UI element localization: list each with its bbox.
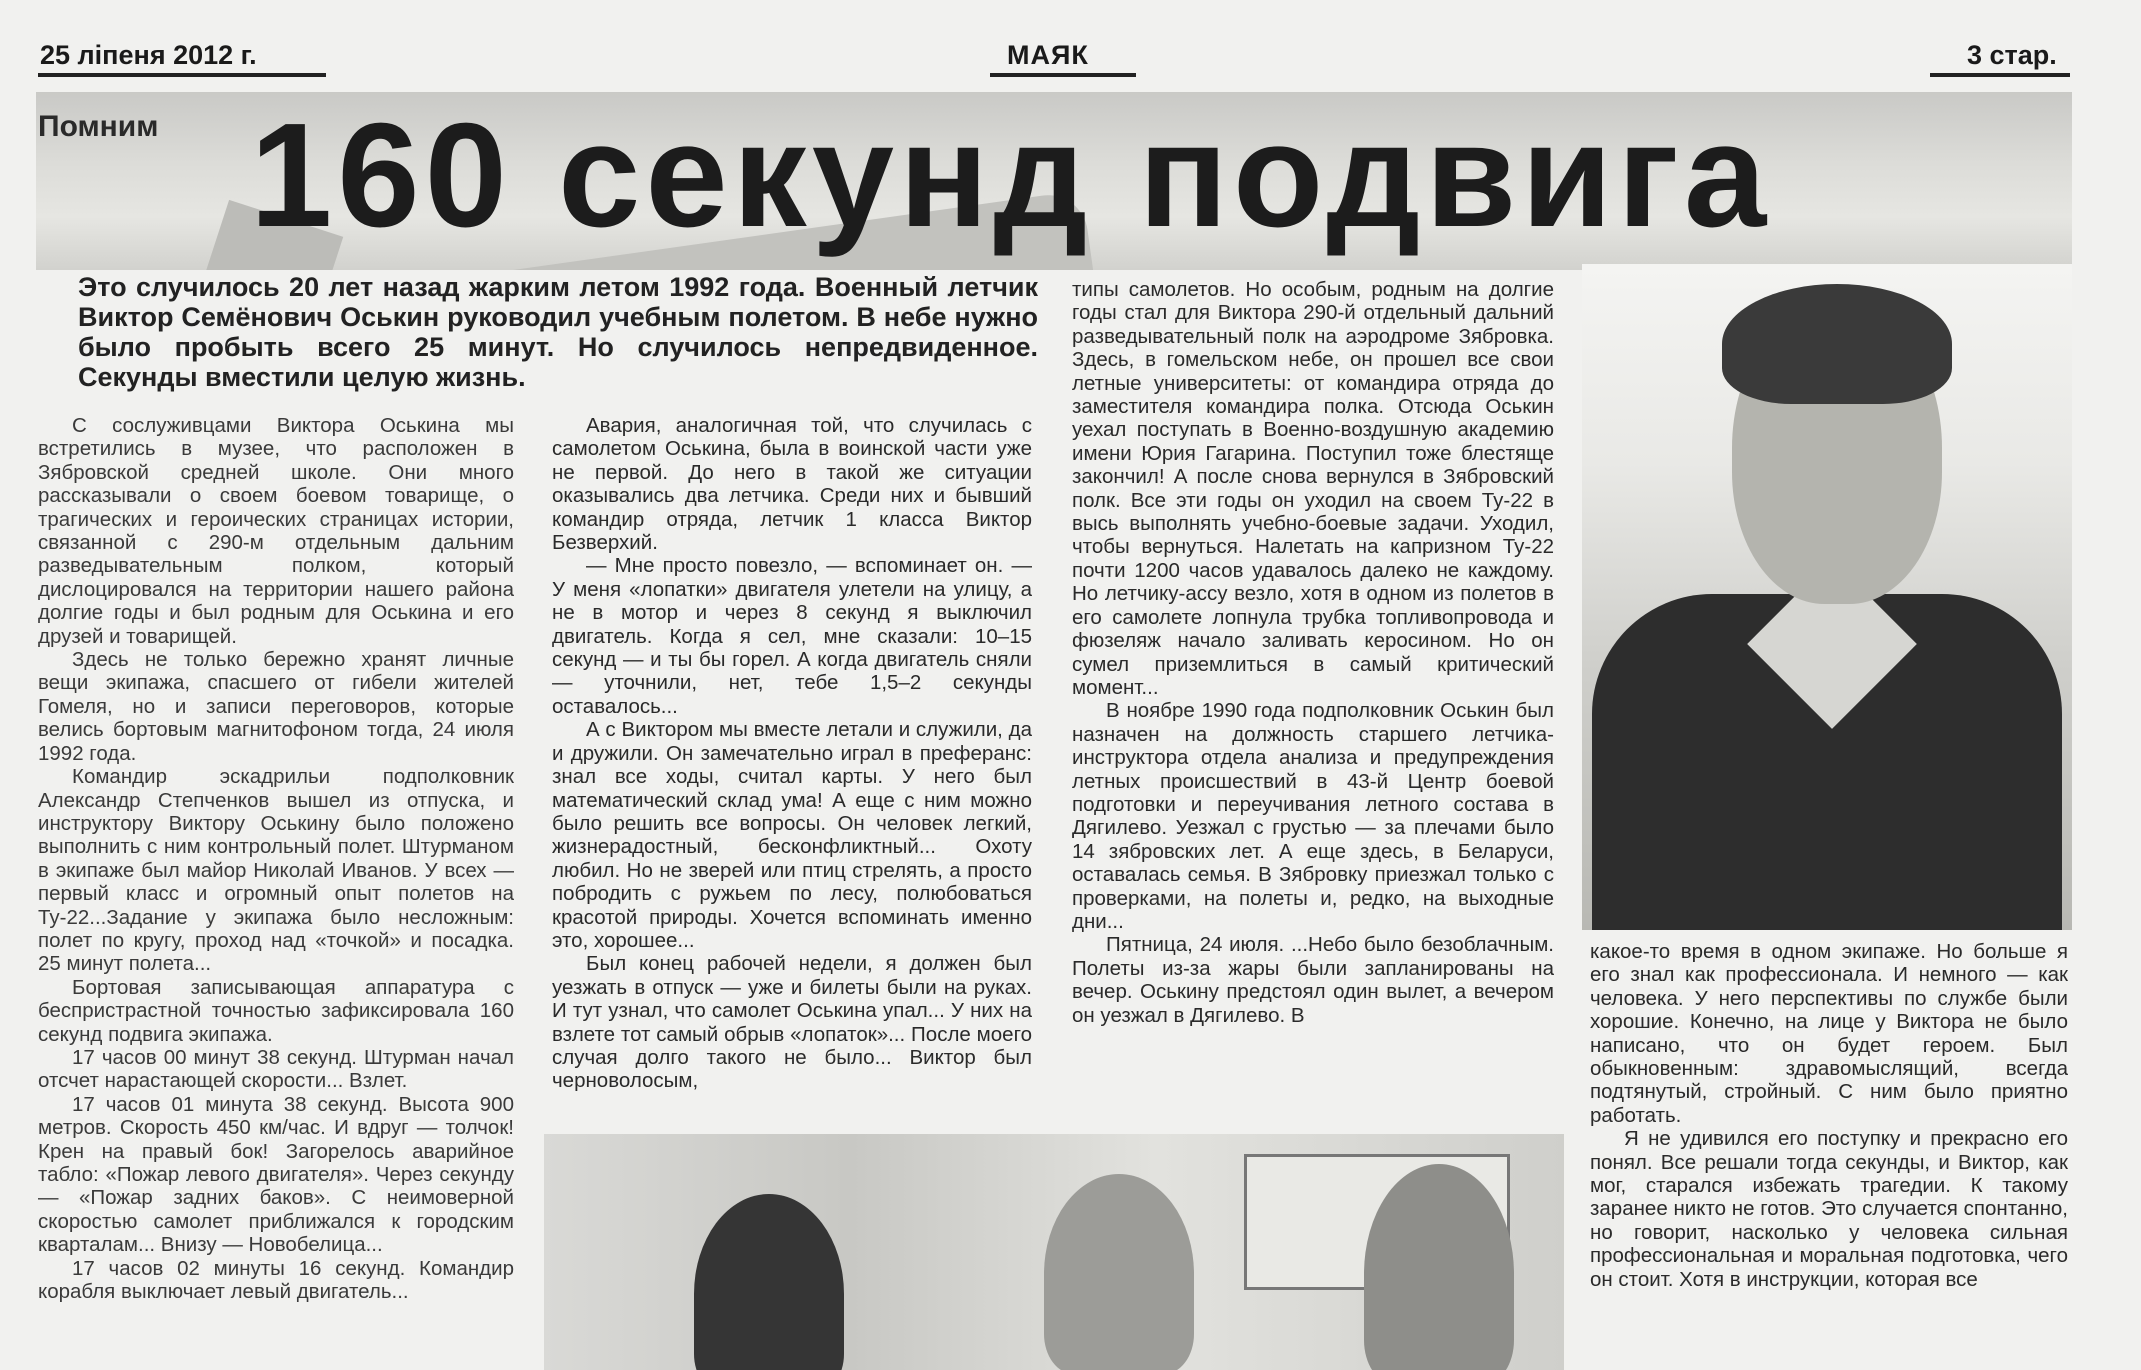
pilot-portrait-photo xyxy=(1582,264,2072,930)
article-headline: 160 секунд подвига xyxy=(250,93,1772,258)
paragraph: Здесь не только бережно хранят личные вещи экипажа, спасшего от гибели жителей Гомеля, но и записи переговоров, которые велись бортовым магнитофоном тогда, 24 июля 1992 года. xyxy=(38,648,514,765)
text-column-2 xyxy=(552,414,1032,1132)
paragraph: А с Виктором мы вместе летали и служили, да и дружили. Он замечательно играл в преферанс: знал все ходы, считал карты. У него был математический склад ума! А еще с ним можно было решить все вопросы. Он человек легкий, жизнерадостный, бесконфликтный... Охоту любил. Но не зверей или птиц стрелять, а просто побродить с ружьем по лесу, полюбоваться красотой природы. Хочется вспоминать именно это, хорошее... xyxy=(552,718,1032,952)
section-label: Помним xyxy=(38,110,159,143)
paragraph: С сослуживцами Виктора Оськина мы встретились в музее, что расположен в Зябровской средней школе. Они много рассказывали о своем боевом товарище, о трагических и героических страницах истории, связанной с 290-м отдельным дальним разведывательным полком, который дислоцировался на территории нашего района долгие годы и был родным для Оськина и его друзей и товарищей. xyxy=(38,414,514,648)
paragraph: — Мне просто повезло, — вспоминает он. — У меня «лопатки» двигателя улетели на улицу, а не в мотор и через 8 секунд я выключил двигатель. Когда я сел, мне сказали: 10–15 секунд — и ты бы горел. А когда двигатель сняли — уточнили, нет, тебе 1,5–2 секунды оставалось... xyxy=(552,554,1032,718)
paragraph: 17 часов 02 минуты 16 секунд. Командир корабля выключает левый двигатель... xyxy=(38,1256,514,1304)
museum-group-photo xyxy=(544,1134,1564,1370)
text-column-4 xyxy=(1590,940,2068,1370)
paragraph: Был конец рабочей недели, я должен был уезжать в отпуск — уже и билеты были на руках. И тут узнал, что самолет Оськина упал... У них на взлете тот самый обрыв «лопаток»... После моего случая долго такого не было... Виктор был черноволосым, xyxy=(552,952,1032,1093)
paragraph: Бортовая записывающая аппаратура с беспристрастной точностью зафиксировала 160 секунд подвига экипажа. xyxy=(38,975,514,1046)
text-column-3 xyxy=(1072,278,1554,1130)
paragraph: Пятница, 24 июля. ...Небо было безоблачным. Полеты из-за жары были запланированы на вечер. Оськину предстоял один вылет, а вечером он уезжал в Дягилево. В xyxy=(1072,933,1554,1027)
paragraph: Командир эскадрильи подполковник Александр Степченков вышел из отпуска, и инструктору Виктору Оськину было положено выполнить с ним контрольный полет. Штурманом в экипаже был майор Николай Иванов. У всех — первый класс и огромный опыт полетов на Ту-22...Задание у экипажа было несложным: полет по кругу, проход над «точкой» и посадка. 25 минут полета... xyxy=(38,765,514,976)
person-silhouette xyxy=(1044,1174,1194,1370)
text-column-1 xyxy=(38,414,514,1370)
header-rule-left xyxy=(38,73,326,77)
paragraph: какое-то время в одном экипаже. Но больше я его знал как профессионала. И немного — как человека. У него перспективы по службе были хорошие. Конечно, на лице у Виктора не было написано, что он будет героем. Был обыкновенным: здравомыслящий, всегда подтянутый, стройный. С ним было приятно работать. xyxy=(1590,940,2068,1127)
header-rule-center xyxy=(990,73,1136,77)
article-lead: Это случилось 20 лет назад жарким летом 1992 года. Военный летчик Виктор Семёнович Оськин руководил учебным полетом. В небе нужно было пробыть всего 25 минут. Но случилось непредвиденное. Секунды вместили целую жизнь. xyxy=(78,272,1038,392)
paragraph: Я не удивился его поступку и прекрасно его понял. Все решали тогда секунды, и Виктор, как мог, старался избежать трагедии. К такому заранее никто не готов. Это случается спонтанно, но говорит, насколько у человека сильная профессиональная и моральная подготовка, чего он стоит. Хотя в инструкции, которая все xyxy=(1590,1127,2068,1291)
issue-date: 25 ліпеня 2012 г. xyxy=(40,40,257,70)
hair xyxy=(1722,284,1952,404)
paragraph: Авария, аналогичная той, что случилась с самолетом Оськина, была в воинской части уже не первой. До него в такой же ситуации оказывались два летчика. Среди них и бывший командир отряда, летчик 1 класса Виктор Безверхий. xyxy=(552,414,1032,555)
newspaper-name: МАЯК xyxy=(1007,40,1089,70)
person-silhouette xyxy=(694,1194,844,1370)
person-silhouette xyxy=(1364,1164,1514,1370)
paragraph: 17 часов 00 минут 38 секунд. Штурман начал отсчет нарастающей скорости... Взлет. xyxy=(38,1045,514,1093)
header-rule-right xyxy=(1930,73,2070,77)
paragraph: В ноябре 1990 года подполковник Оськин был назначен на должность старшего летчика-инструктора отдела анализа и предупреждения летных происшествий в 43-й Центр боевой подготовки и переучивания летного состава в Дягилево. Уезжал с грустью — за плечами было 14 зябровских лет. А еще здесь, в Беларуси, оставалась семья. В Зябровку приезжал только с проверками, на полеты и, редко, на выходные дни... xyxy=(1072,699,1554,933)
page-number: 3 стар. xyxy=(1967,40,2057,70)
paragraph: 17 часов 01 минута 38 секунд. Высота 900 метров. Скорость 450 км/час. И вдруг — толчок! Крен на правый бок! Загорелось аварийное табло: «Пожар левого двигателя». Через секунду — «Пожар задних баков». С неимоверной скоростью самолет приближался к городским кварталам... Внизу — Новобелица... xyxy=(38,1092,514,1257)
paragraph: типы самолетов. Но особым, родным на долгие годы стал для Виктора 290-й отдельный дальний разведывательный полк на аэродроме Зябровка. Здесь, в гомельском небе, он прошел все свои летные университеты: от командира отряда до заместителя командира полка. Отсюда Оськин уехал поступать в Военно-воздушную академию имени Юрия Гагарина. Поступил тоже блестяще закончил! А после снова вернулся в Зябровский полк. Все эти годы он уходил на своем Ту-22 в высь выполнять учебно-боевые задачи. Уходил, чтобы вернуться. Налетать на капризном Ту-22 почти 1200 часов удавалось далеко не каждому. Но летчику-ассу везло, хотя в одном из полетов в его самолете лопнула трубка топливопровода и фюзеляж начало заливать керосином. Но он сумел приземлиться в самый критический момент... xyxy=(1072,278,1554,699)
